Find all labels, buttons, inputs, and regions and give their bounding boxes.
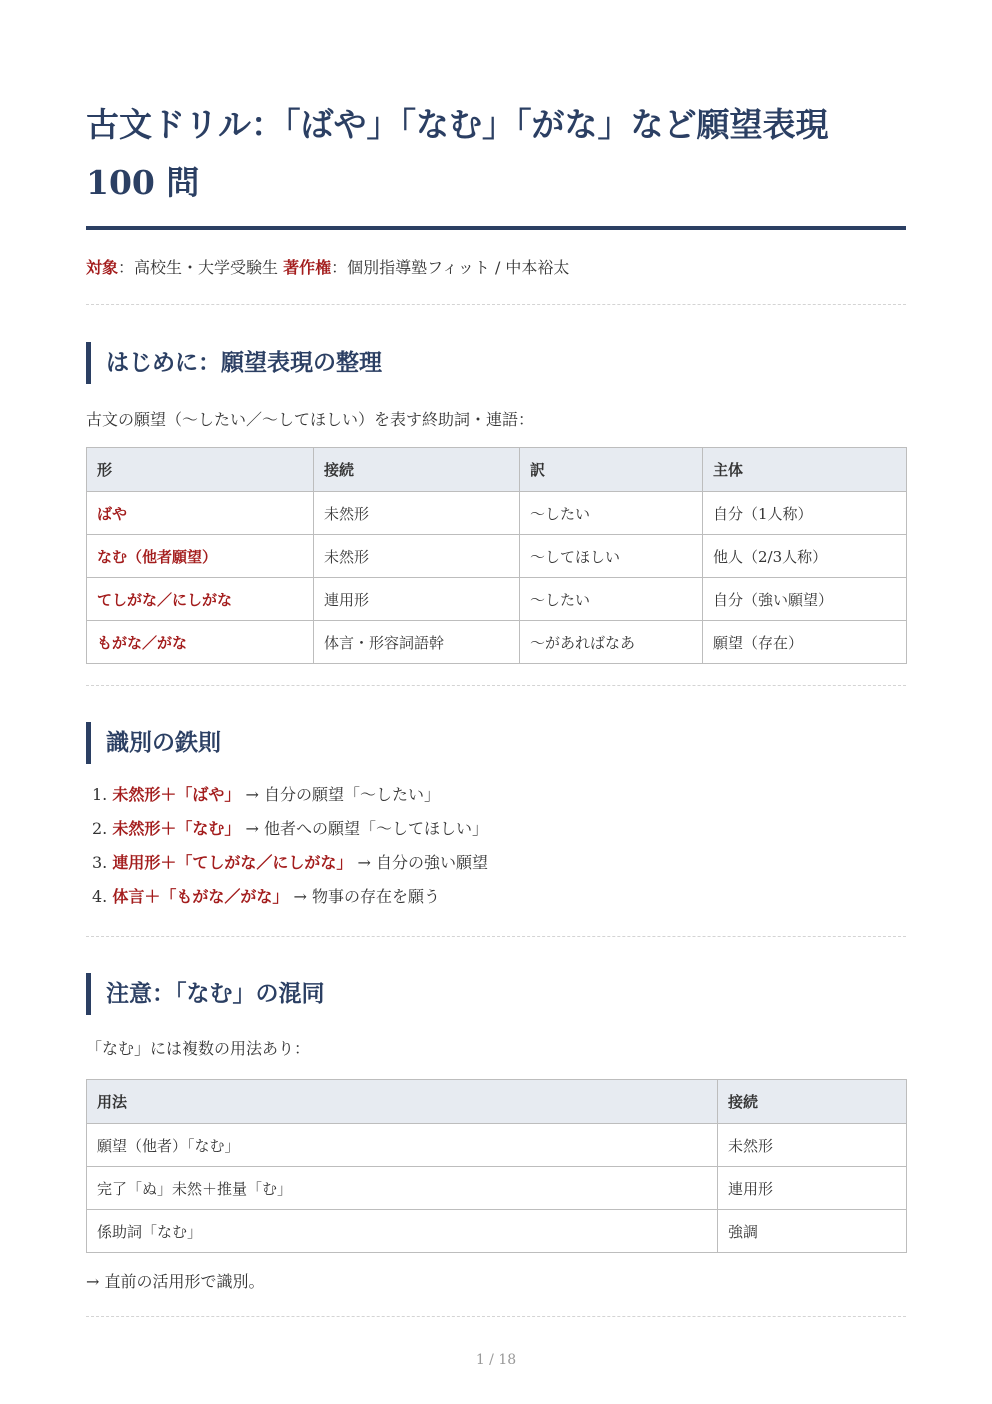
item-number: 4. (92, 887, 108, 906)
item-rule: 体言＋「もがな／がな」 (112, 887, 289, 906)
translation-cell: 〜してほしい (520, 535, 703, 578)
translation-cell: 〜があればなあ (520, 621, 703, 664)
connection-cell: 連用形 (718, 1167, 907, 1210)
table-row (87, 1210, 907, 1253)
section-note: → 直前の活用形で識別。 (86, 1272, 265, 1291)
table-row (87, 1124, 907, 1167)
column-header: 訳 (520, 448, 703, 492)
list-item (86, 846, 906, 880)
divider (86, 304, 906, 305)
section-intro: 「なむ」には複数の用法あり： (86, 1039, 311, 1058)
translation-cell: 〜したい (520, 578, 703, 621)
usage-cell: 願望（他者）「なむ」 (87, 1124, 718, 1167)
table-row (87, 621, 907, 664)
wish-forms-table (86, 447, 907, 664)
subject-cell: 他人（2/3人称） (703, 535, 907, 578)
item-desc: → 物事の存在を願う (288, 887, 440, 906)
item-rule: 連用形＋「てしがな／にしがな」 (112, 853, 353, 872)
form-cell: ばや (87, 492, 314, 535)
page-title: 古文ドリル：「ばや」「なむ」「がな」など願望表現 100 問 (86, 96, 906, 230)
section-heading: 識別の鉄則 (86, 722, 906, 764)
subject-cell: 自分（1人称） (703, 492, 907, 535)
column-header: 用法 (87, 1080, 718, 1124)
copyright-label: 著作権 (283, 258, 332, 277)
item-number: 2. (92, 819, 108, 838)
table-header-row (87, 448, 907, 492)
item-number: 3. (92, 853, 108, 872)
meta-line (86, 255, 906, 281)
item-rule: 未然形＋「なむ」 (112, 819, 241, 838)
target-label: 対象 (86, 258, 119, 277)
item-rule: 未然形＋「ばや」 (112, 785, 241, 804)
column-header: 接続 (718, 1080, 907, 1124)
column-header: 接続 (314, 448, 520, 492)
section-intro: 古文の願望（〜したい／〜してほしい）を表す終助詞・連語： (86, 410, 535, 429)
table-row (87, 535, 907, 578)
usage-cell: 完了「ぬ」未然＋推量「む」 (87, 1167, 718, 1210)
table-row (87, 492, 907, 535)
list-item (86, 880, 906, 914)
form-cell: なむ（他者願望） (87, 535, 314, 578)
item-desc: → 他者への願望「〜してほしい」 (240, 819, 488, 838)
namu-usage-table (86, 1079, 907, 1253)
document-page (86, 0, 906, 1317)
item-desc: → 自分の強い願望 (352, 853, 488, 872)
subject-cell: 自分（強い願望） (703, 578, 907, 621)
column-header: 主体 (703, 448, 907, 492)
connection-cell: 連用形 (314, 578, 520, 621)
list-item (86, 812, 906, 846)
divider (86, 936, 906, 937)
connection-cell: 強調 (718, 1210, 907, 1253)
page-number: 1 / 18 (475, 1352, 517, 1368)
form-cell: てしがな／にしがな (87, 578, 314, 621)
connection-cell: 未然形 (314, 492, 520, 535)
rules-list (86, 778, 906, 914)
usage-cell: 係助詞「なむ」 (87, 1210, 718, 1253)
column-header: 形 (87, 448, 314, 492)
section-heading: 注意：「なむ」の混同 (86, 973, 906, 1015)
subject-cell: 願望（存在） (703, 621, 907, 664)
target-value: ：高校生・大学受験生 (118, 258, 279, 277)
connection-cell: 体言・形容詞語幹 (314, 621, 520, 664)
item-desc: → 自分の願望「〜したい」 (240, 785, 440, 804)
divider (86, 1316, 906, 1317)
table-row (87, 1167, 907, 1210)
divider (86, 685, 906, 686)
copyright-value: ：個別指導塾フィット / 中本裕太 (331, 258, 570, 277)
translation-cell: 〜したい (520, 492, 703, 535)
list-item (86, 778, 906, 812)
table-row (87, 578, 907, 621)
connection-cell: 未然形 (718, 1124, 907, 1167)
form-cell: もがな／がな (87, 621, 314, 664)
connection-cell: 未然形 (314, 535, 520, 578)
section-heading: はじめに：願望表現の整理 (86, 342, 906, 384)
table-header-row (87, 1080, 907, 1124)
item-number: 1. (92, 785, 108, 804)
